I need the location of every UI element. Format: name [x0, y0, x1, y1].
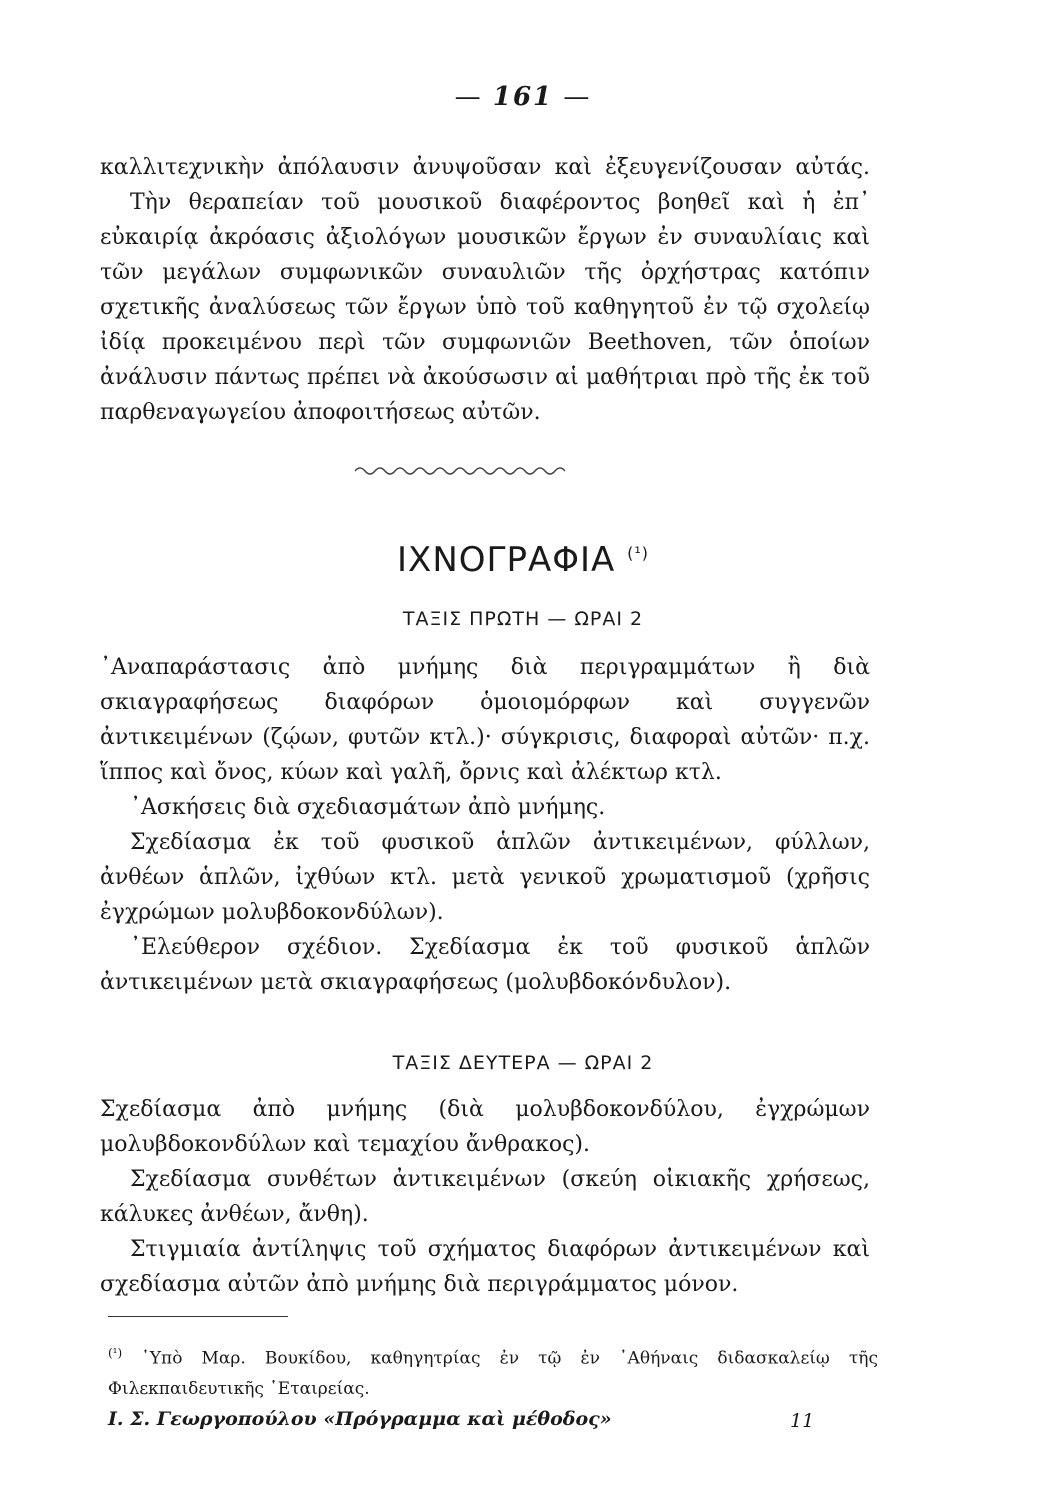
footnote-rule: [108, 1316, 288, 1317]
class1-heading: ΤΑΞΙΣ ΠΡΩΤΗ — ΩΡΑΙ 2: [402, 608, 644, 630]
class2-block: [100, 1092, 870, 1302]
footnote-mark: (¹): [108, 1346, 123, 1360]
dash-right: —: [563, 82, 592, 112]
footnote-text: ῾Υπὸ Μαρ. Βουκίδου, καθηγητρίας ἐν τῷ ἐν ᾿Αθήναις διδασκαλείῳ τῆς Φιλεκπαιδευτικῆς ῾Εταιρείας.: [108, 1348, 878, 1399]
section-title-text: ΙΧΝΟΓΡΑΦΙΑ: [397, 540, 616, 580]
intro-paragraph: Τὴν θεραπείαν τοῦ μουσικοῦ διαφέροντος βοηθεῖ καὶ ἡ ἐπ᾿ εὐκαιρίᾳ ἀκρόασις ἀξιολόγων μουσικῶν ἔργων ἐν συναυλίαις καὶ τῶν μεγάλων συμφωνικῶν συναυλιῶν τῆς ὀρχήστρας κατόπιν σχετικῆς ἀναλύσεως τῶν ἔργων ὑπὸ τοῦ καθηγητοῦ ἐν τῷ σχολείῳ ἰδίᾳ προκειμένου περὶ τῶν συμφωνιῶν Beethoven, τῶν ὁποίων ἀνάλυσιν πάντως πρέπει νὰ ἀκούσωσιν αἱ μαθήτριαι πρὸ τῆς ἐκ τοῦ παρθεναγωγείου ἀποφοιτήσεως αὐτῶν.: [100, 190, 870, 425]
signature-line: Ι. Σ. Γεωργοπούλου «Πρόγραμμα καὶ μέθοδος»: [108, 1408, 612, 1430]
page-number: 161: [492, 82, 554, 112]
class2-heading: ΤΑΞΙΣ ΔΕΥΤΕΡΑ — ΩΡΑΙ 2: [392, 1052, 654, 1074]
class1-paragraph-3: Σχεδίασμα ἐκ τοῦ φυσικοῦ ἁπλῶν ἀντικειμένων, φύλλων, ἀνθέων ἁπλῶν, ἰχθύων κτλ. μετὰ γενικοῦ χρωματισμοῦ (χρῆσις ἐγχρώμων μολυβδοκονδύλων).: [100, 830, 870, 925]
dash-left: —: [454, 82, 483, 112]
page-number-header: [0, 82, 1046, 112]
intro-block: [100, 150, 870, 430]
section-title: [0, 540, 1046, 580]
class1-paragraph-1: ᾿Αναπαράστασις ἀπὸ μνήμης διὰ περιγραμμάτων ἢ διὰ σκιαγραφήσεως διαφόρων ὁμοιομόρφων καὶ συγγενῶν ἀντικειμένων (ζῴων, φυτῶν κτλ.)· σύγκρισις, διαφοραὶ αὐτῶν· π.χ. ἵππος καὶ ὄνος, κύων καὶ γαλῆ, ὄρνις καὶ ἀλέκτωρ κτλ.: [100, 655, 870, 785]
section-footnote-mark: (¹): [627, 543, 649, 563]
class2-paragraph-2: Σχεδίασμα συνθέτων ἀντικειμένων (σκεύη οἰκιακῆς χρήσεως, κάλυκες ἀνθέων, ἄνθη).: [100, 1167, 870, 1227]
wavy-divider: [355, 465, 565, 477]
class2-paragraph-1: Σχεδίασμα ἀπὸ μνήμης (διὰ μολυβδοκονδύλου, ἐγχρώμων μολυβδοκονδύλων καὶ τεμαχίου ἄνθρακος).: [100, 1097, 870, 1157]
class2-paragraph-3: Στιγμιαία ἀντίληψις τοῦ σχήματος διαφόρων ἀντικειμένων καὶ σχεδίασμα αὐτῶν ἀπὸ μνήμης διὰ περιγράμματος μόνον.: [100, 1237, 870, 1297]
class1-paragraph-2: ᾿Ασκήσεις διὰ σχεδιασμάτων ἀπὸ μνήμης.: [130, 795, 606, 820]
class1-paragraph-4: ᾿Ελεύθερον σχέδιον. Σχεδίασμα ἐκ τοῦ φυσικοῦ ἁπλῶν ἀντικειμένων μετὰ σκιαγραφήσεως (μολυβδοκόνδυλον).: [100, 935, 870, 995]
footnote: [108, 1338, 878, 1404]
sheet-number: 11: [790, 1410, 815, 1432]
class1-block: [100, 650, 870, 1000]
intro-first-line: καλλιτεχνικὴν ἀπόλαυσιν ἀνυψοῦσαν καὶ ἐξευγενίζουσαν αὐτάς.: [100, 155, 870, 180]
